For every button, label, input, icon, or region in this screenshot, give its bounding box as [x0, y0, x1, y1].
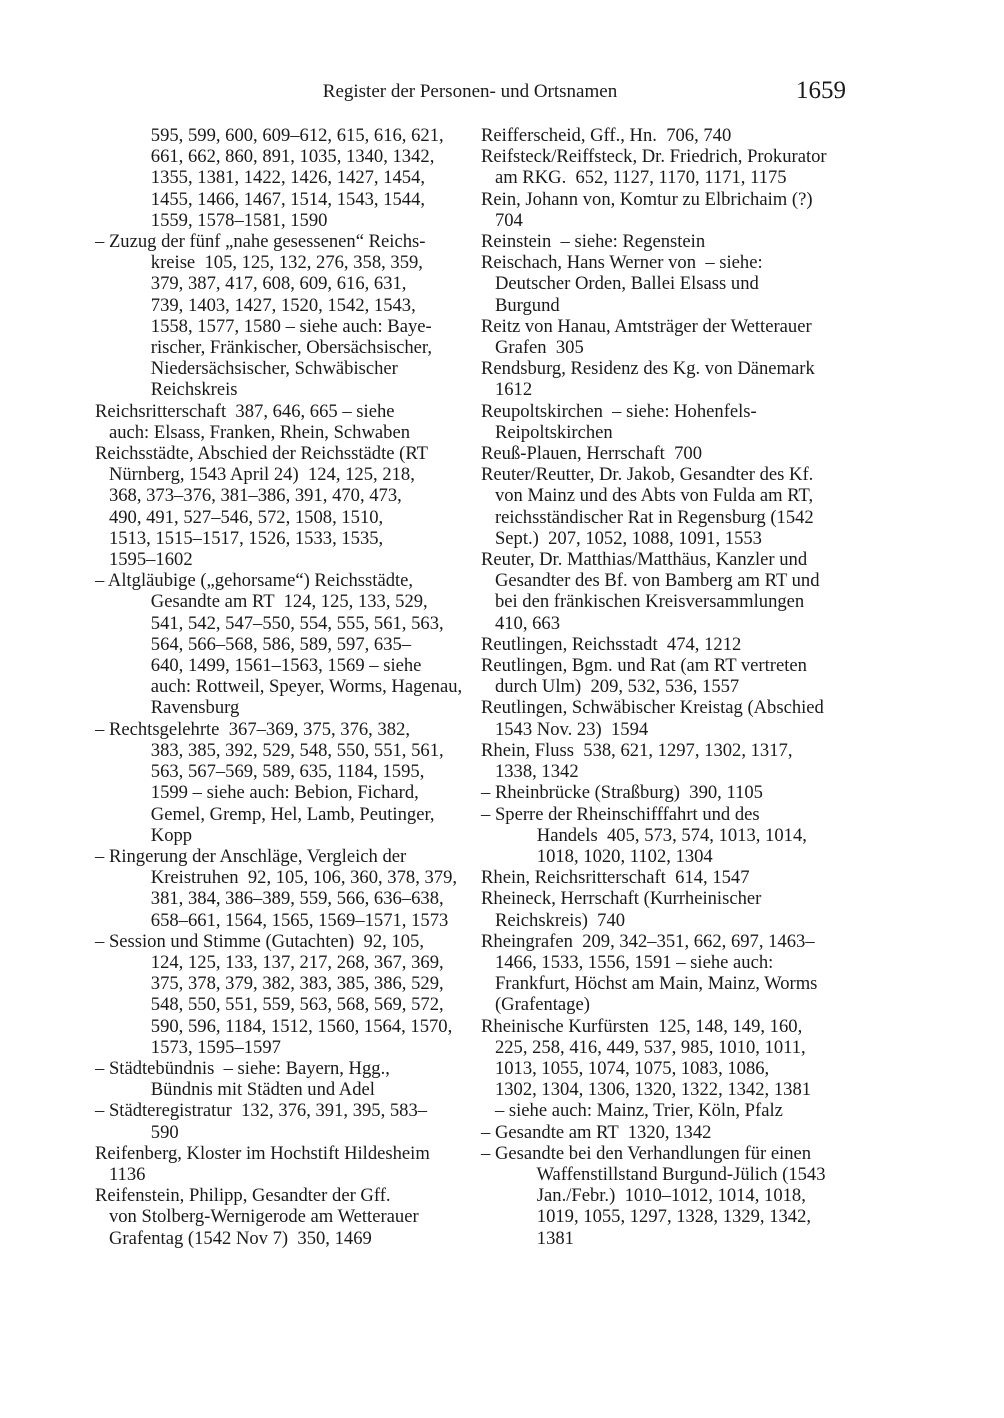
index-line: auch: Rottweil, Speyer, Worms, Hagenau, — [95, 676, 463, 698]
index-line: reichsständischer Rat in Regensburg (1542 — [481, 506, 814, 528]
index-line: Rheineck, Herrschaft (Kurrheinischer — [481, 888, 762, 910]
index-line: 564, 566–568, 586, 589, 597, 635– — [95, 633, 412, 655]
index-line: am RKG. 652, 1127, 1170, 1171, 1175 — [481, 167, 787, 189]
index-line: Reitz von Hanau, Amtsträger der Wetterauer — [481, 315, 812, 337]
index-line: Reifenberg, Kloster im Hochstift Hildesheim — [95, 1142, 430, 1164]
index-line: 1599 – siehe auch: Bebion, Fichard, — [95, 782, 419, 804]
index-line: auch: Elsass, Franken, Rhein, Schwaben — [95, 421, 410, 443]
index-line: Reuter/Reutter, Dr. Jakob, Gesandter des Kf. — [481, 464, 814, 486]
index-line: – Session und Stimme (Gutachten) 92, 105, — [95, 930, 424, 952]
index-line: 1573, 1595–1597 — [95, 1036, 281, 1058]
index-line: Grafen 305 — [481, 337, 584, 359]
index-line: – Ringerung der Anschläge, Vergleich der — [95, 845, 407, 867]
index-line: 661, 662, 860, 891, 1035, 1340, 1342, — [95, 146, 435, 168]
index-line: 1595–1602 — [95, 549, 193, 571]
index-line: – Rechtsgelehrte 367–369, 375, 376, 382, — [95, 718, 411, 740]
index-line: Reifferscheid, Gff., Hn. 706, 740 — [481, 125, 732, 146]
index-line: rischer, Fränkischer, Obersächsischer, — [95, 337, 432, 359]
index-line: Reichskreis) 740 — [481, 909, 626, 931]
index-line: 1302, 1304, 1306, 1320, 1322, 1342, 1381 — [481, 1079, 812, 1101]
index-line: – Sperre der Rheinschifffahrt und des — [481, 803, 760, 825]
index-line: 658–661, 1564, 1565, 1569–1571, 1573 — [95, 909, 449, 931]
index-line: 1513, 1515–1517, 1526, 1533, 1535, — [95, 527, 384, 549]
index-line: 640, 1499, 1561–1563, 1569 – siehe — [95, 655, 422, 677]
index-line: 1558, 1577, 1580 – siehe auch: Baye- — [95, 315, 432, 337]
index-line: 1019, 1055, 1297, 1328, 1329, 1342, — [481, 1206, 812, 1228]
index-line: durch Ulm) 209, 532, 536, 1557 — [481, 676, 740, 698]
index-line: 739, 1403, 1427, 1520, 1542, 1543, — [95, 294, 416, 316]
index-line: Waffenstillstand Burgund-Jülich (1543 — [481, 1163, 826, 1185]
index-line: von Stolberg-Wernigerode am Wetterauer — [95, 1206, 419, 1228]
index-line: – Altgläubige („gehorsame“) Reichsstädte, — [95, 570, 414, 592]
index-line: Reuß-Plauen, Herrschaft 700 — [481, 443, 702, 465]
index-line: Reinstein – siehe: Regenstein — [481, 231, 706, 253]
index-line: Grafentag (1542 Nov 7) 350, 1469 — [95, 1227, 372, 1249]
index-line: Nürnberg, 1543 April 24) 124, 125, 218, — [95, 464, 415, 486]
index-line: 1455, 1466, 1467, 1514, 1543, 1544, — [95, 188, 426, 210]
index-line: – Gesandte am RT 1320, 1342 — [481, 1121, 712, 1143]
index-line: Reutlingen, Reichsstadt 474, 1212 — [481, 633, 742, 655]
index-line: Reutlingen, Bgm. und Rat (am RT vertreten — [481, 655, 807, 677]
index-line: Reichsritterschaft 387, 646, 665 – siehe — [95, 400, 395, 422]
index-line: Rendsburg, Residenz des Kg. von Dänemark — [481, 358, 815, 380]
index-line: 595, 599, 600, 609–612, 615, 616, 621, — [95, 125, 444, 146]
index-line: kreise 105, 125, 132, 276, 358, 359, — [95, 252, 423, 274]
index-line: 1136 — [95, 1163, 146, 1185]
running-header: Register der Personen- und Ortsnamen — [322, 81, 618, 102]
index-line: Rhein, Reichsritterschaft 614, 1547 — [481, 867, 750, 889]
right-column — [481, 125, 853, 1249]
index-line: 563, 567–569, 589, 635, 1184, 1595, — [95, 761, 425, 783]
index-line: Reutlingen, Schwäbischer Kreistag (Abschied — [481, 697, 824, 719]
index-line: 1559, 1578–1581, 1590 — [95, 209, 328, 231]
index-line: 590, 596, 1184, 1512, 1560, 1564, 1570, — [95, 1015, 453, 1037]
index-line: 1338, 1342 — [481, 761, 579, 783]
index-line: Jan./Febr.) 1010–1012, 1014, 1018, — [481, 1185, 806, 1207]
index-line: Reipoltskirchen — [481, 421, 613, 443]
index-line: – Städteregistratur 132, 376, 391, 395, 583– — [95, 1100, 428, 1122]
index-line: Sept.) 207, 1052, 1088, 1091, 1553 — [481, 527, 762, 549]
index-line: Reifsteck/Reiffsteck, Dr. Friedrich, Prokurator — [481, 146, 827, 168]
index-line: Gesandter des Bf. von Bamberg am RT und — [481, 570, 820, 592]
index-line: 704 — [481, 209, 523, 231]
index-line: 1018, 1020, 1102, 1304 — [481, 845, 713, 867]
index-line: 410, 663 — [481, 612, 561, 634]
index-line: 541, 542, 547–550, 554, 555, 561, 563, — [95, 612, 444, 634]
index-line: Rhein, Fluss 538, 621, 1297, 1302, 1317, — [481, 739, 793, 761]
index-line: 379, 387, 417, 608, 609, 616, 631, — [95, 273, 407, 295]
index-line: 590 — [95, 1121, 179, 1143]
index-line: 225, 258, 416, 449, 537, 985, 1010, 1011, — [481, 1036, 806, 1058]
index-line: 1381 — [481, 1227, 574, 1249]
page-number: 1659 — [796, 77, 846, 104]
index-line: 490, 491, 527–546, 572, 1508, 1510, — [95, 506, 384, 528]
index-line: Kreistruhen 92, 105, 106, 360, 378, 379, — [95, 867, 458, 889]
index-line: Reichsstädte, Abschied der Reichsstädte (RT — [95, 443, 428, 465]
index-line: Niedersächsischer, Schwäbischer — [95, 358, 398, 380]
index-line: 548, 550, 551, 559, 563, 568, 569, 572, — [95, 994, 444, 1016]
index-line: 1543 Nov. 23) 1594 — [481, 718, 649, 740]
index-line: Reupoltskirchen – siehe: Hohenfels- — [481, 400, 757, 422]
index-line: – Rheinbrücke (Straßburg) 390, 1105 — [481, 782, 763, 804]
index-line: – Städtebündnis – siehe: Bayern, Hgg., — [95, 1057, 390, 1079]
index-line: 1013, 1055, 1074, 1075, 1083, 1086, — [481, 1057, 770, 1079]
index-line: – Zuzug der fünf „nahe gesessenen“ Reichs- — [95, 231, 426, 253]
index-line: Burgund — [481, 294, 560, 316]
index-line: 124, 125, 133, 137, 217, 268, 367, 369, — [95, 951, 444, 973]
index-line: Bündnis mit Städten und Adel — [95, 1079, 375, 1101]
index-line: Frankfurt, Höchst am Main, Mainz, Worms — [481, 973, 818, 995]
index-line: von Mainz und des Abts von Fulda am RT, — [481, 485, 814, 507]
index-line: Deutscher Orden, Ballei Elsass und — [481, 273, 759, 295]
index-line: Reifenstein, Philipp, Gesandter der Gff. — [95, 1185, 391, 1207]
index-line: Kopp — [95, 824, 193, 846]
index-line: bei den fränkischen Kreisversammlungen — [481, 591, 805, 613]
index-line: Gesandte am RT 124, 125, 133, 529, — [95, 591, 428, 613]
index-line: – siehe auch: Mainz, Trier, Köln, Pfalz — [481, 1100, 783, 1122]
index-line: 1355, 1381, 1422, 1426, 1427, 1454, — [95, 167, 426, 189]
left-column — [95, 125, 467, 1249]
index-line: 368, 373–376, 381–386, 391, 470, 473, — [95, 485, 402, 507]
index-line: 383, 385, 392, 529, 548, 550, 551, 561, — [95, 739, 444, 761]
index-line: Gemel, Gremp, Hel, Lamb, Peutinger, — [95, 803, 435, 825]
index-line: Reuter, Dr. Matthias/Matthäus, Kanzler und — [481, 549, 808, 571]
index-line: Rheinische Kurfürsten 125, 148, 149, 160, — [481, 1015, 803, 1037]
index-line: Ravensburg — [95, 697, 240, 719]
index-line: 1612 — [481, 379, 533, 401]
index-line: – Gesandte bei den Verhandlungen für einen — [481, 1142, 812, 1164]
index-line: 381, 384, 386–389, 559, 566, 636–638, — [95, 888, 444, 910]
index-line: (Grafentage) — [481, 994, 590, 1016]
index-line: 1466, 1533, 1556, 1591 – siehe auch: — [481, 951, 774, 973]
index-line: Rein, Johann von, Komtur zu Elbrichaim (?) — [481, 188, 813, 210]
index-line: Reichskreis — [95, 379, 238, 401]
index-line: Reischach, Hans Werner von – siehe: — [481, 252, 763, 274]
index-line: 375, 378, 379, 382, 383, 385, 386, 529, — [95, 973, 444, 995]
index-line: Handels 405, 573, 574, 1013, 1014, — [481, 824, 807, 846]
index-line: Rheingrafen 209, 342–351, 662, 697, 1463– — [481, 930, 815, 952]
